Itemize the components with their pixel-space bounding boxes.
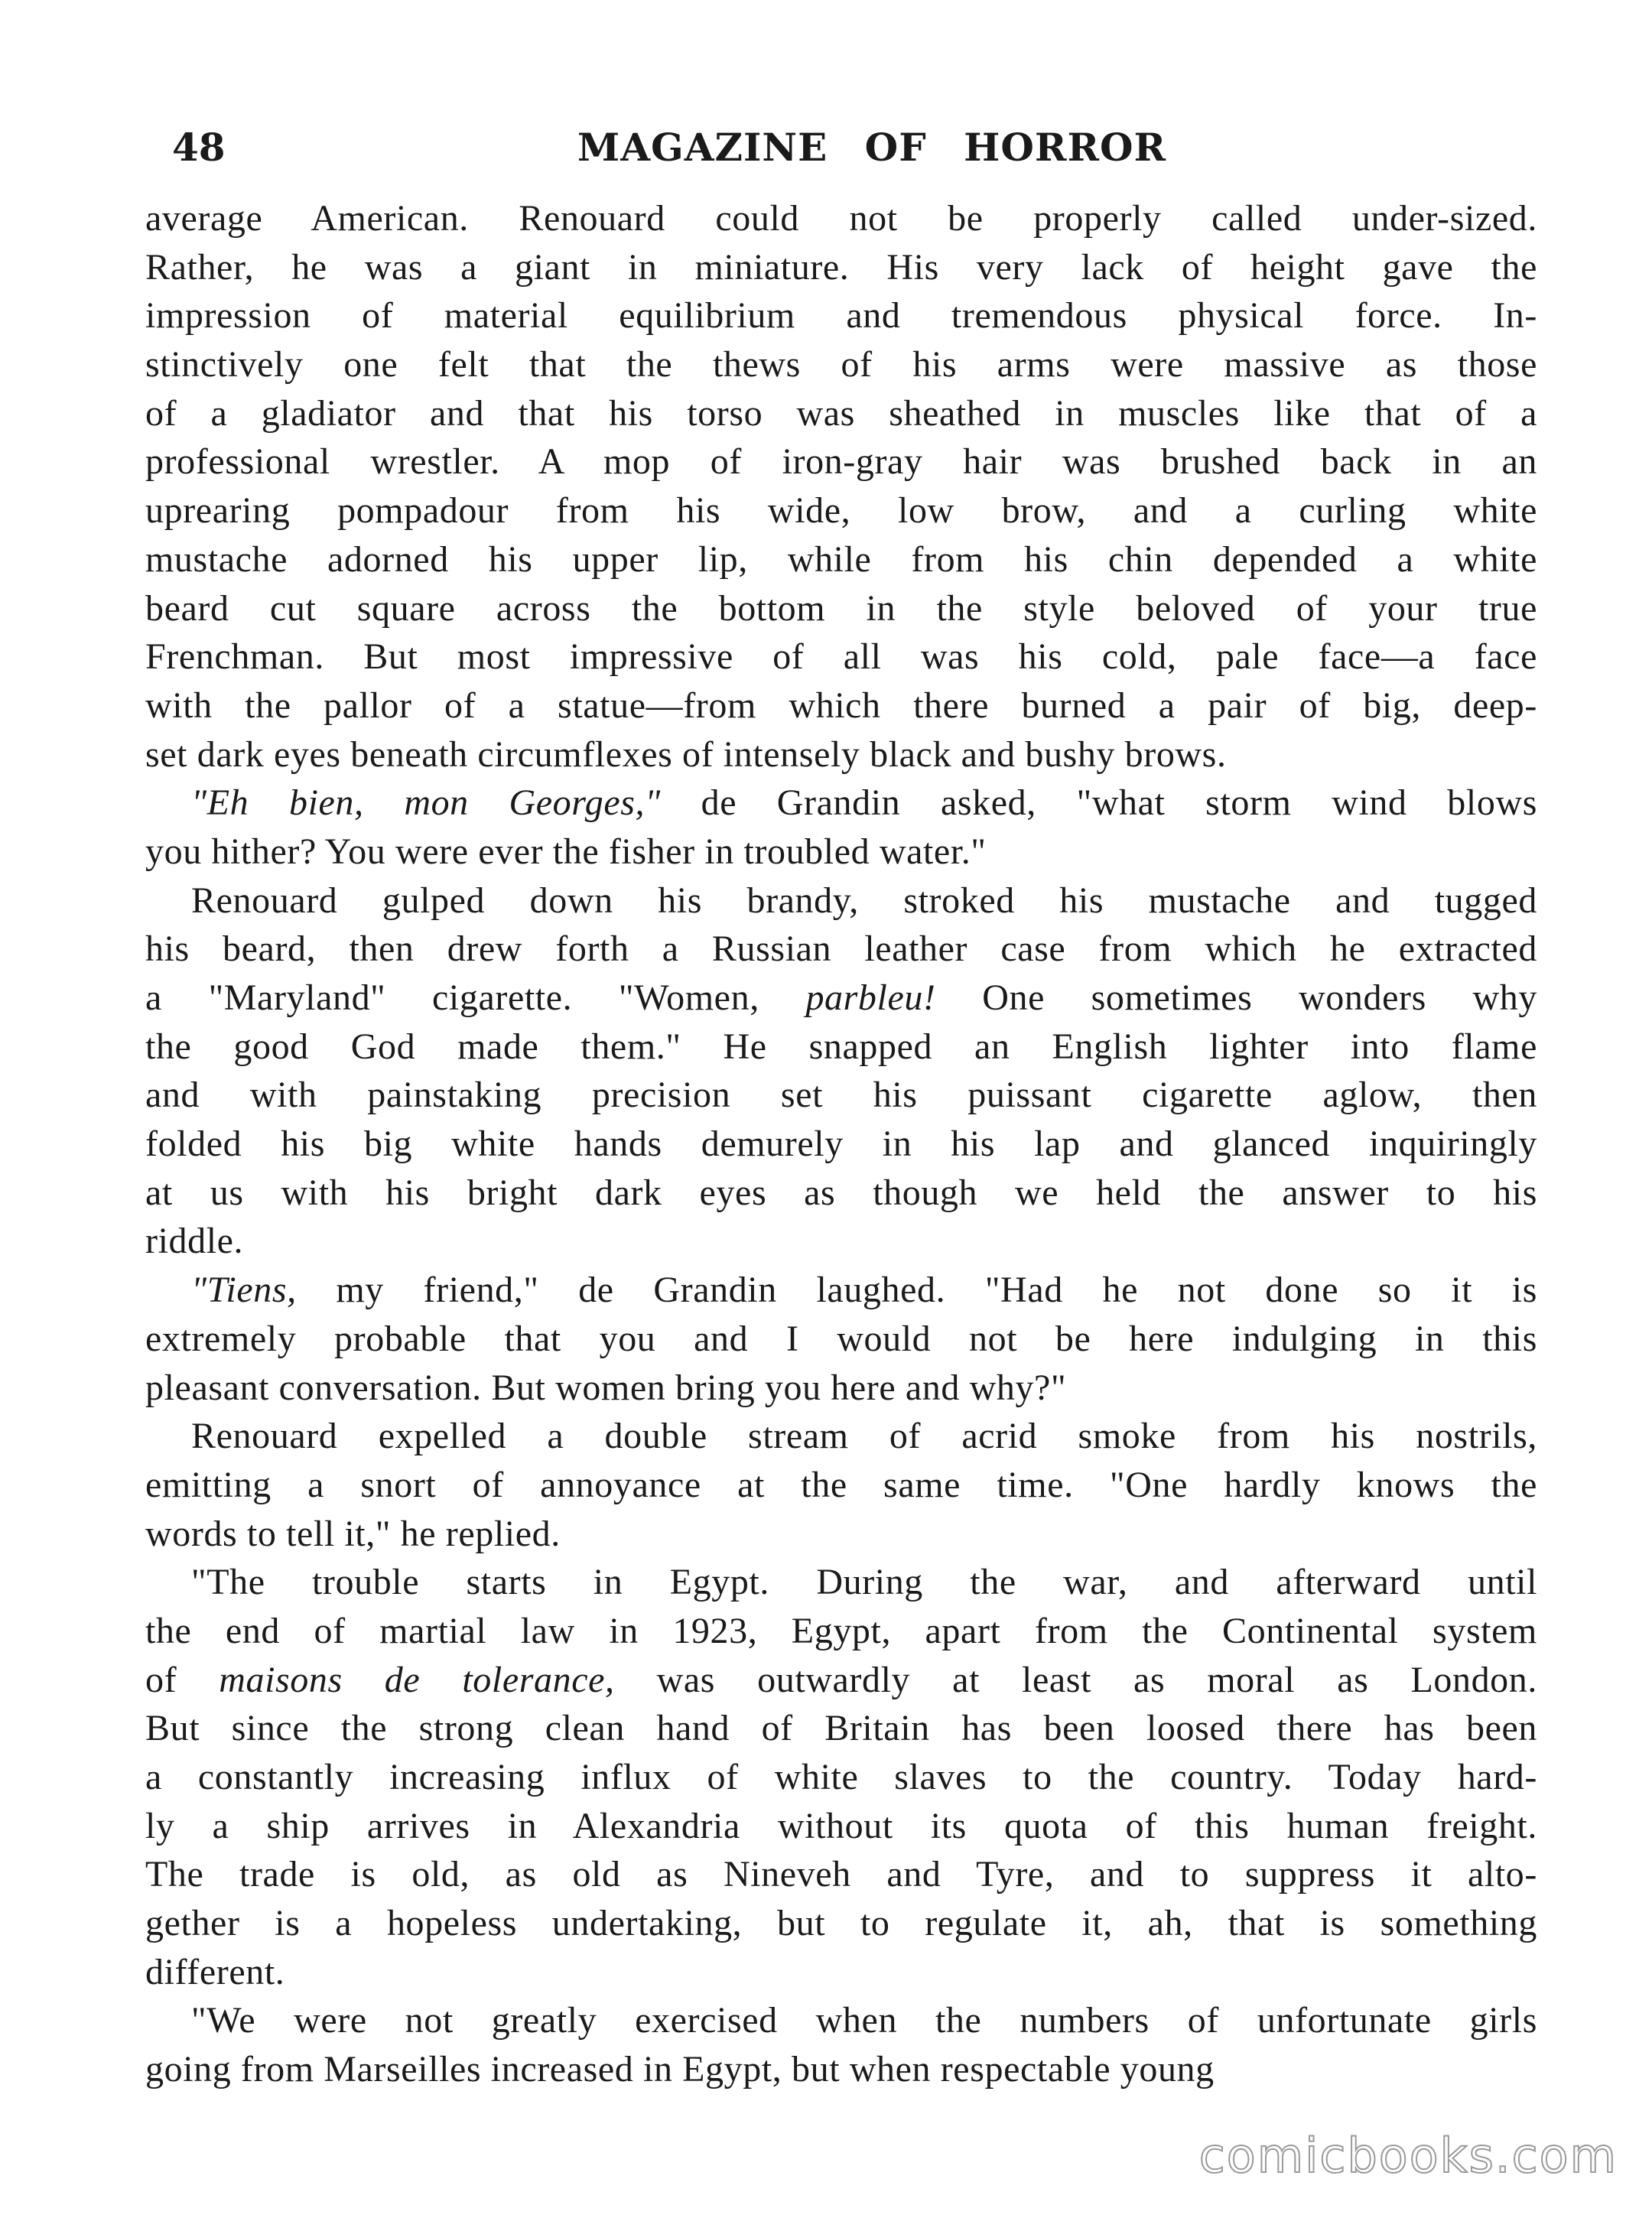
text-segment: the good God made them." He snapped an English lighter into flame (145, 1026, 1537, 1067)
text-line (145, 1315, 1537, 1364)
text-segment: words to tell it," he replied. (145, 1513, 561, 1554)
text-line (145, 1802, 1537, 1851)
text-line (145, 1071, 1537, 1120)
text-segment: of a gladiator and that his torso was sheathed in muscles like that of a (145, 392, 1537, 434)
running-head (172, 121, 1572, 174)
text-segment: pleasant conversation. But women bring you here and why?" (145, 1367, 1067, 1408)
text-line (145, 1704, 1537, 1753)
text-line (145, 1461, 1537, 1510)
text-line (145, 243, 1537, 292)
text-segment: stinctively one felt that the thews of his arms were massive as those (145, 344, 1537, 385)
text-segment: "The trouble starts in Egypt. During the war, and afterward until (191, 1562, 1537, 1603)
text-line (145, 1996, 1537, 2045)
text-segment: Renouard expelled a double stream of acrid smoke from his nostrils, (191, 1416, 1537, 1457)
text-line (145, 1120, 1537, 1169)
text-line (145, 779, 1537, 828)
text-line (145, 633, 1537, 681)
text-segment: Frenchman. But most impressive of all was his cold, pale face—a face (145, 636, 1537, 678)
text-line (145, 389, 1537, 438)
text-line (145, 194, 1537, 243)
text-segment: professional wrestler. A mop of iron-gray hair was brushed back in an (145, 441, 1537, 483)
text-line (145, 535, 1537, 584)
text-line (145, 1510, 1537, 1559)
text-line (145, 1023, 1537, 1072)
text-line (145, 291, 1537, 340)
text-line (145, 340, 1537, 389)
text-segment: de Grandin asked, "what storm wind blows (660, 782, 1537, 824)
text-segment: going from Marseilles increased in Egypt, but when respectable young (145, 2049, 1215, 2090)
text-line (145, 876, 1537, 925)
text-line (145, 1558, 1537, 1607)
text-line (145, 486, 1537, 535)
story-text (145, 194, 1537, 2094)
text-line (145, 974, 1537, 1023)
text-segment: gether is a hopeless undertaking, but to regulate it, ah, that is something (145, 1903, 1537, 1944)
italic-text: parbleu! (805, 977, 936, 1018)
text-line (145, 1899, 1537, 1948)
text-segment: with the pallor of a statue—from which there burned a pair of big, deep- (145, 685, 1537, 726)
text-segment: and with painstaking precision set his puissant cigarette aglow, then (145, 1075, 1537, 1116)
text-line (145, 2045, 1537, 2094)
text-segment: emitting a snort of annoyance at the same time. "One hardly knows the (145, 1464, 1537, 1505)
text-line (145, 1607, 1537, 1656)
text-line (145, 828, 1537, 876)
text-segment: riddle. (145, 1221, 244, 1262)
italic-text: "Tiens, (191, 1270, 297, 1311)
text-line (145, 1948, 1537, 1997)
text-segment: my friend," de Grandin laughed. "Had he not done so it is (296, 1270, 1537, 1311)
text-line (145, 437, 1537, 486)
text-segment: "We were not greatly exercised when the numbers of unfortunate girls (191, 2000, 1537, 2041)
text-line (145, 584, 1537, 633)
text-line (145, 681, 1537, 730)
text-segment: Rather, he was a giant in miniature. His very lack of height gave the (145, 246, 1537, 288)
text-segment: beard cut square across the bottom in the style beloved of your true (145, 587, 1537, 629)
text-segment: the end of martial law in 1923, Egypt, apart from the Continental system (145, 1610, 1537, 1651)
text-segment: his beard, then drew forth a Russian leather case from which he extracted (145, 929, 1537, 970)
text-line (145, 730, 1537, 779)
text-segment: extremely probable that you and I would not be here indulging in this (145, 1318, 1537, 1359)
text-segment: uprearing pompadour from his wide, low brow, and a curling white (145, 490, 1537, 532)
text-line (145, 1169, 1537, 1218)
text-line (145, 1412, 1537, 1461)
text-line (145, 1850, 1537, 1899)
text-segment: ly a ship arrives in Alexandria without its quota of this human freight. (145, 1805, 1537, 1846)
text-line (145, 1266, 1537, 1315)
text-segment: The trade is old, as old as Nineveh and Tyre, and to suppress it alto- (145, 1854, 1537, 1895)
text-line (145, 925, 1537, 974)
text-segment: you hither? You were ever the fisher in troubled water." (145, 831, 987, 872)
italic-text: maisons de tolerance, (219, 1659, 615, 1700)
text-segment: at us with his bright dark eyes as though we held the answer to his (145, 1172, 1537, 1213)
watermark-logo: comicbooks.com (1198, 2128, 1618, 2184)
text-segment: impression of material equilibrium and tremendous physical force. In- (145, 295, 1537, 337)
text-segment: a "Maryland" cigarette. "Women, (145, 977, 806, 1018)
text-segment: was outwardly at least as moral as London. (614, 1659, 1537, 1700)
text-segment: Renouard gulped down his brandy, stroked his mustache and tugged (191, 880, 1537, 921)
text-segment: different. (145, 1951, 285, 1992)
text-line (145, 1753, 1537, 1802)
text-segment: set dark eyes beneath circumflexes of intensely black and bushy brows. (145, 733, 1227, 775)
page-number: 48 (172, 125, 226, 170)
italic-text: "Eh bien, mon Georges," (191, 782, 661, 824)
text-segment: of (145, 1659, 220, 1700)
text-segment: One sometimes wonders why (935, 977, 1537, 1018)
text-segment: a constantly increasing influx of white slaves to the country. Today hard- (145, 1757, 1537, 1797)
text-segment: average American. Renouard could not be properly called under-sized. (145, 198, 1537, 239)
magazine-title: MAGAZINE OF HORROR (577, 125, 1167, 170)
text-line (145, 1656, 1537, 1705)
text-segment: folded his big white hands demurely in his lap and glanced inquiringly (145, 1124, 1537, 1165)
text-line (145, 1217, 1537, 1266)
text-line (145, 1364, 1537, 1413)
text-segment: mustache adorned his upper lip, while from his chin depended a white (145, 538, 1537, 580)
text-segment: But since the strong clean hand of Britain has been loosed there has been (145, 1708, 1537, 1749)
